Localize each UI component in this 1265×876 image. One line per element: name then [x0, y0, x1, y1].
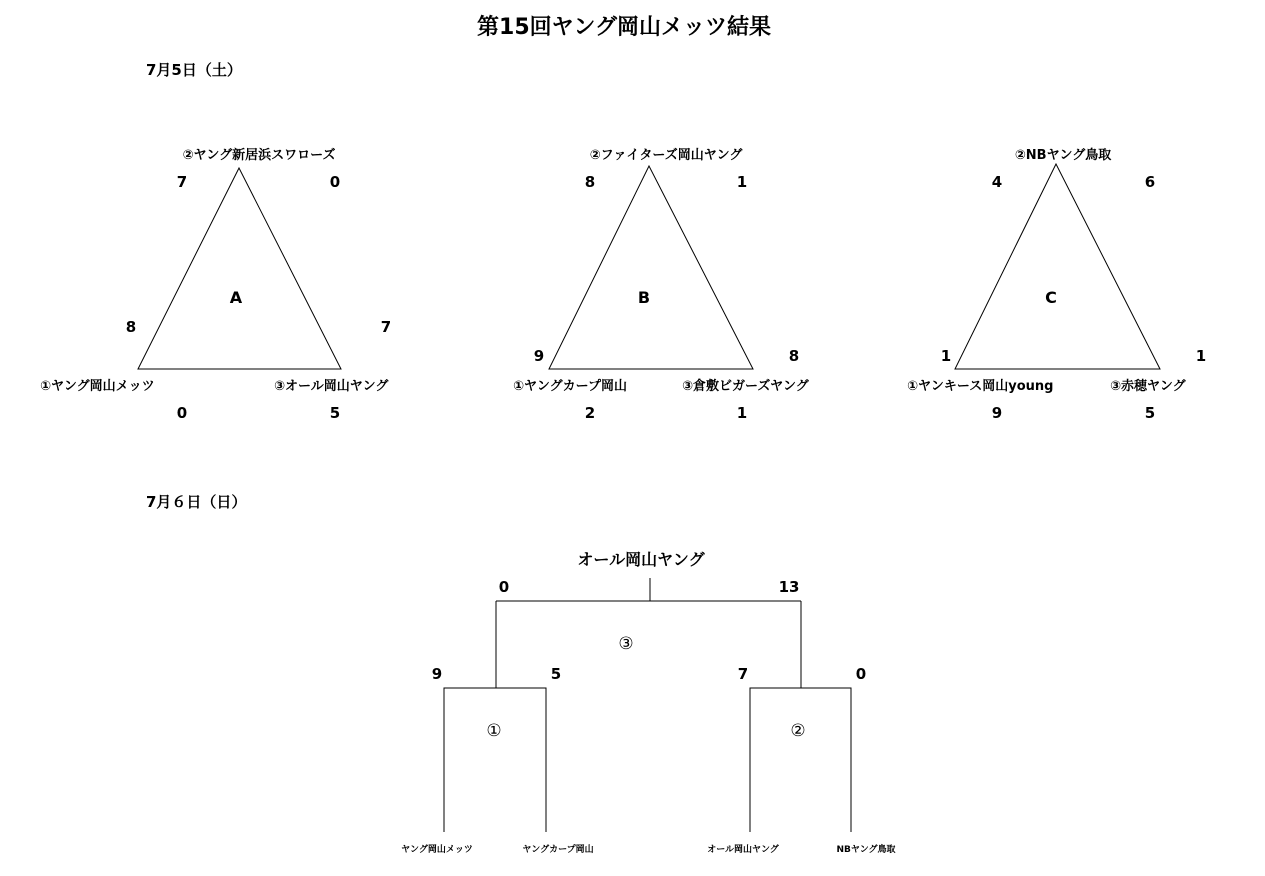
group-a-letter: A: [229, 288, 243, 307]
semi2-right-score: 0: [855, 665, 867, 683]
group-b-left-team: ①ヤングカープ岡山: [513, 379, 627, 394]
group-b-score-left-upper: 9: [533, 347, 545, 365]
group-b-score-top-left: 8: [584, 173, 596, 191]
champion-team: オール岡山ヤング: [577, 550, 705, 569]
group-b-top-team: ②ファイターズ岡山ヤング: [589, 148, 743, 163]
group-b-score-bottom-right: 1: [736, 404, 748, 422]
group-b-right-team: ③倉敷ビガーズヤング: [682, 379, 809, 394]
day1-date: 7月5日（土）: [146, 61, 242, 79]
group-a-score-bottom-left: 0: [176, 404, 188, 422]
final-game-label: ③: [618, 634, 634, 654]
group-a-score-right-upper: 7: [380, 318, 392, 336]
final-left-score: 0: [498, 578, 510, 596]
group-b-letter: B: [637, 288, 651, 307]
triangle-group-b: [549, 166, 753, 369]
group-a-right-team: ③オール岡山ヤング: [274, 379, 389, 394]
group-a-score-top-left: 7: [176, 173, 188, 191]
group-b-score-bottom-left: 2: [584, 404, 596, 422]
page-title: 第15回ヤング岡山メッツ結果: [477, 15, 771, 40]
semi2-right-team: NBヤング鳥取: [836, 845, 896, 855]
semi2-game-label: ②: [790, 721, 806, 741]
group-c-score-left-upper: 1: [940, 347, 952, 365]
final-right-score: 13: [778, 578, 800, 596]
triangle-group-a: [138, 168, 341, 369]
semi1-bracket: [444, 688, 546, 832]
group-c-left-team: ①ヤンキース岡山young: [907, 379, 1054, 394]
semi1-right-score: 5: [550, 665, 562, 683]
group-a-score-bottom-right: 5: [329, 404, 341, 422]
group-c-score-top-right: 6: [1144, 173, 1156, 191]
day2-date: 7月６日（日）: [146, 493, 247, 511]
group-b-score-right-upper: 8: [788, 347, 800, 365]
group-c-letter: C: [1045, 288, 1057, 307]
group-c-score-bottom-left: 9: [991, 404, 1003, 422]
group-a-top-team: ②ヤング新居浜スワローズ: [182, 148, 336, 163]
semi1-left-score: 9: [431, 665, 443, 683]
group-c-score-bottom-right: 5: [1144, 404, 1156, 422]
semi2-bracket: [750, 688, 851, 832]
group-a-left-team: ①ヤング岡山メッツ: [40, 379, 155, 394]
group-a-score-left-upper: 8: [125, 318, 137, 336]
group-c-score-top-left: 4: [991, 173, 1003, 191]
group-b-score-top-right: 1: [736, 173, 748, 191]
semi1-left-team: ヤング岡山メッツ: [401, 845, 473, 855]
semi1-game-label: ①: [486, 721, 502, 741]
group-c-right-team: ③赤穂ヤング: [1110, 379, 1186, 394]
group-c-top-team: ②NBヤング鳥取: [1014, 148, 1112, 163]
semi2-left-team: オール岡山ヤング: [707, 845, 779, 855]
group-c-score-right-upper: 1: [1195, 347, 1207, 365]
group-a-score-top-right: 0: [329, 173, 341, 191]
triangle-group-c: [955, 164, 1160, 369]
semi1-right-team: ヤングカープ岡山: [522, 845, 594, 855]
semi2-left-score: 7: [737, 665, 749, 683]
